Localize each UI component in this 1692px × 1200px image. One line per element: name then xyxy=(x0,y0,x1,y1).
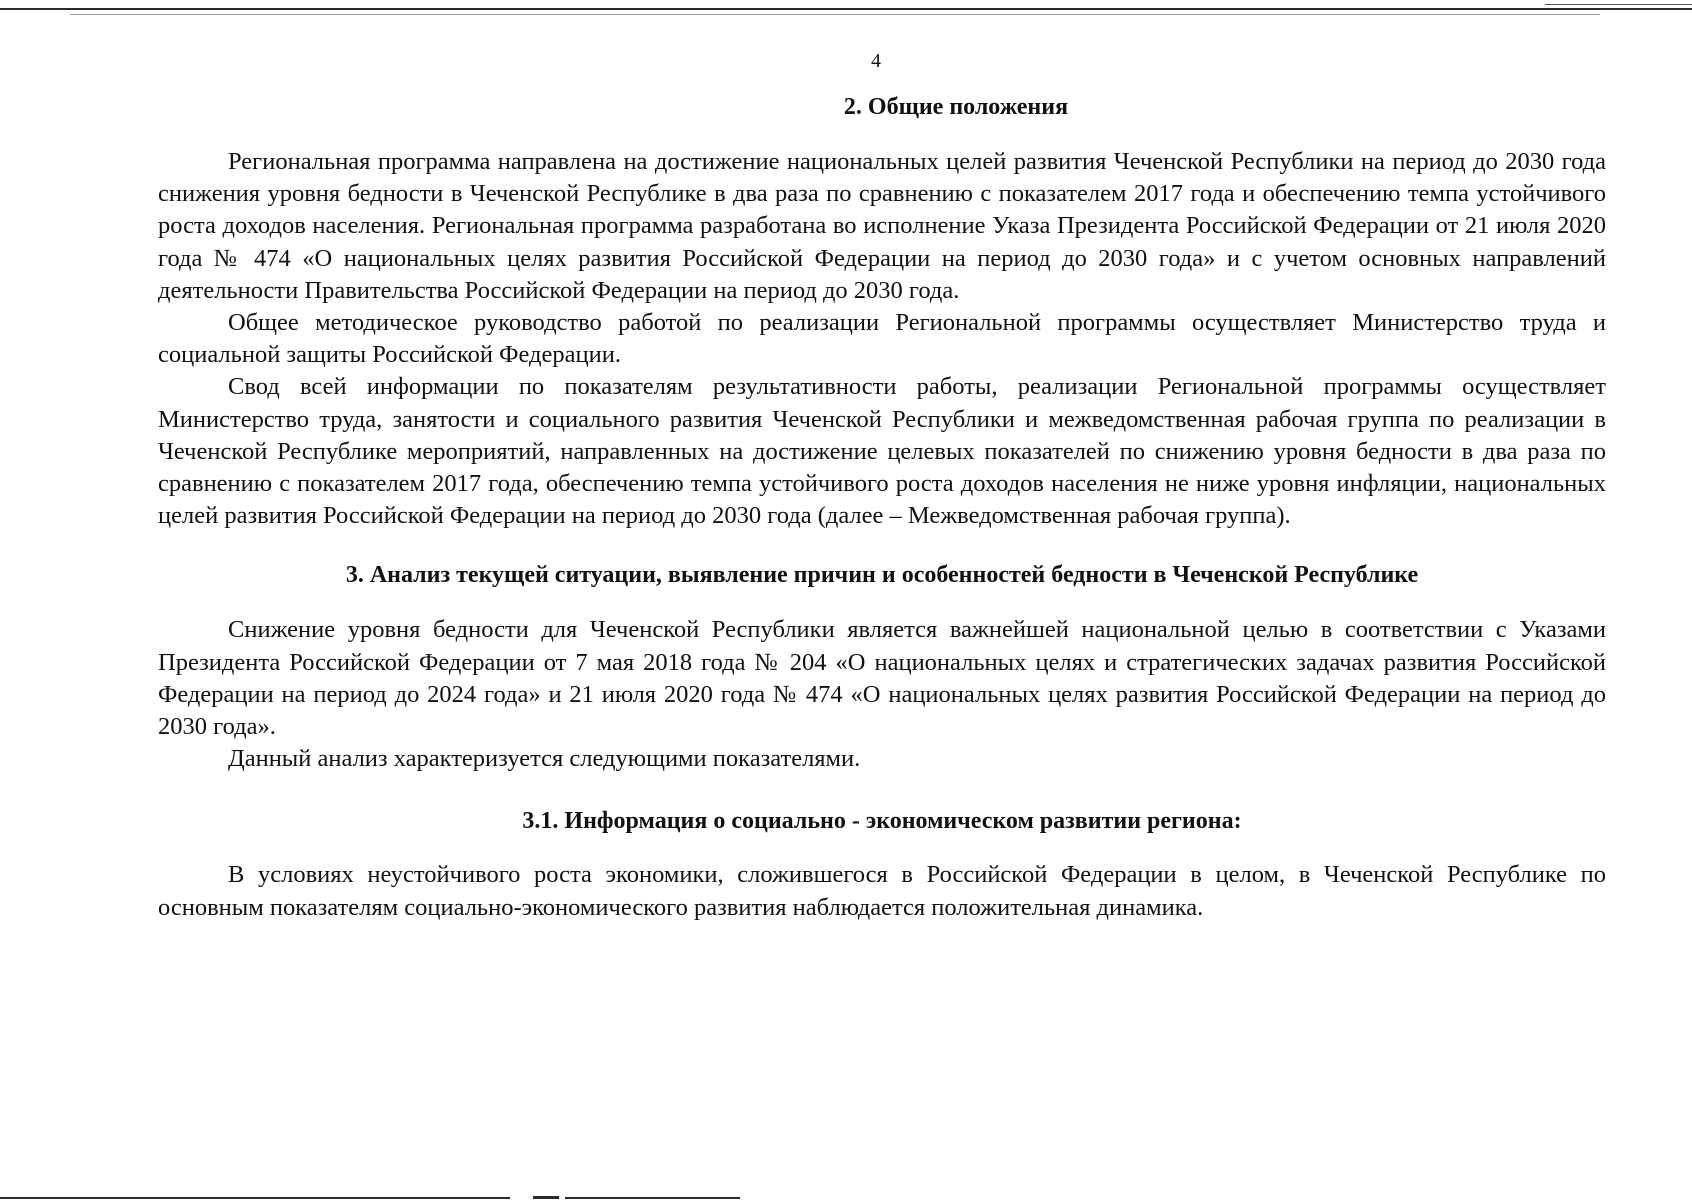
scan-edge-line-top-inner xyxy=(70,14,1600,15)
document-body xyxy=(158,90,1606,924)
paragraph-analysis-indicators: Данный анализ характеризуется следующими показателями. xyxy=(228,745,861,773)
paragraph-program-purpose: Региональная программа направлена на достижение национальных целей развития Чеченской Республики на период до 2030 года снижения уровня бедности в Чеченской Республике в два раза по сравнению с показателем 2017 года и обеспечению темпа устойчивого роста доходов населения. Региональная программа разработана во исполнение Указа Президента Российской Федерации от 21 июля 2020 года № 474 «О национальных целях развития Российской Федерации на период до 2030 года» и с учетом основных направлений деятельности Правительства Российской Федерации на период до 2030 года. xyxy=(158,148,1606,304)
section-heading-general: 2. Общие положения xyxy=(843,94,1069,120)
page-number: 4 xyxy=(871,50,881,72)
paragraph-poverty-reduction: Снижение уровня бедности для Чеченской Республики является важнейшей национальной целью в соответствии с Указами Президента Российской Федерации от 7 мая 2018 года № 204 «О национальных целях и стратегических задачах развития Российской Федерации на период до 2024 года» и 21 июля 2020 года № 474 «О национальных целях развития Российской Федерации на период до 2030 года». xyxy=(158,616,1606,741)
section-heading-socioeconomic: 3.1. Информация о социально - экономическом развитии региона: xyxy=(522,808,1242,835)
paragraph-methodical-guidance: Общее методическое руководство работой по реализации Региональной программы осуществляет Министерство труда и социальной защиты Российской Федерации. xyxy=(158,309,1606,369)
section-heading-analysis: 3. Анализ текущей ситуации, выявление причин и особенностей бедности в Чеченской Республике xyxy=(345,562,1419,589)
scan-edge-line-bottom-right xyxy=(565,1197,740,1199)
paragraph-economic-dynamics: В условиях неустойчивого роста экономики, сложившегося в Российской Федерации в целом, в Чеченской Республике по основным показателям социально-экономического развития наблюдается положительная динамика. xyxy=(158,861,1606,921)
paragraph-information-summary: Свод всей информации по показателям результативности работы, реализации Региональной программы осуществляет Министерство труда, занятости и социального развития Чеченской Республики и межведомственная рабочая группа по реализации в Чеченской Республике мероприятий, направленных на достижение целевых показателей по снижению уровня бедности в два раза по сравнению с показателем 2017 года, обеспечению темпа устойчивого роста доходов населения не ниже уровня инфляции, национальных целей развития Российской Федерации на период до 2030 года (далее – Межведомственная рабочая группа). xyxy=(158,373,1606,530)
scan-edge-line-top xyxy=(0,8,1692,10)
scan-edge-line-top-right xyxy=(1545,4,1692,5)
scan-edge-line-bottom-left xyxy=(0,1197,510,1199)
scan-edge-line-bottom-mark xyxy=(533,1196,559,1199)
